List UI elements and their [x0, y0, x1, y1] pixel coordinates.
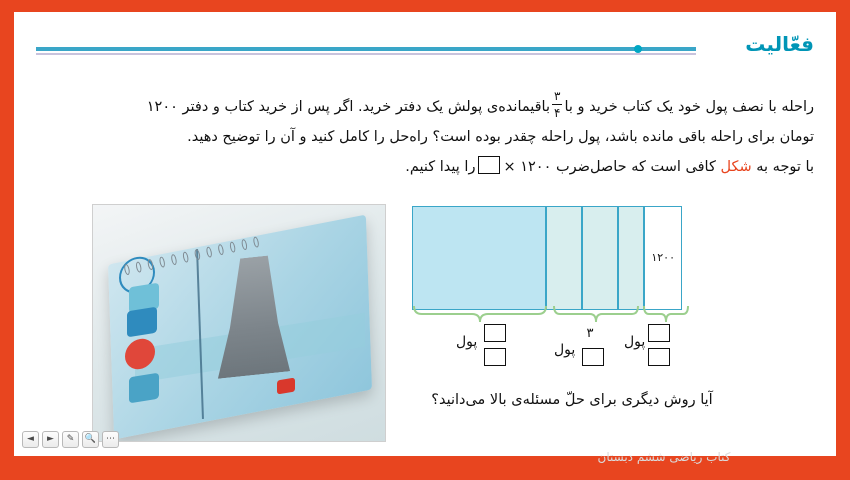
- header-rule-secondary: [36, 53, 696, 55]
- prose-line-1: [54, 90, 814, 122]
- player-toolbar[interactable]: [22, 430, 119, 448]
- bar-segment-quarter-2: [582, 206, 618, 310]
- follow-up-question: آیا روش دیگری برای حلّ مسئله‌ی بالا می‌دانید؟: [431, 392, 713, 408]
- brace-middle: [554, 306, 638, 322]
- prose-line-3a: با توجه به: [756, 159, 814, 175]
- remainder-value-label: ۱۲۰۰: [651, 251, 675, 264]
- answer-box-left-top[interactable]: [484, 324, 506, 342]
- previous-button[interactable]: ◄: [22, 431, 39, 448]
- label-money-right: پول: [624, 334, 646, 350]
- bar-segment-quarter-1: [546, 206, 582, 310]
- prose-line-1b: باقیمانده‌ی پولش یک دفتر خرید. اگر پس از خرید کتاب و دفتر ۱۲۰۰: [146, 99, 551, 115]
- prose-line-3c: را پیدا کنیم.: [405, 159, 476, 175]
- slide-sheet: [14, 12, 836, 464]
- section-header: [36, 34, 814, 62]
- header-rule: [36, 47, 696, 51]
- faint-footer-text: کتاب ریاضی ششم دبستان: [597, 450, 731, 464]
- bar-segment-remainder: [644, 206, 682, 310]
- header-dot-icon: [634, 45, 642, 53]
- label-money-middle: پول: [554, 342, 576, 358]
- fraction-middle-numerator: ۳: [586, 326, 594, 341]
- brace-right: [644, 306, 688, 322]
- answer-box-middle[interactable]: [582, 348, 604, 366]
- prose-line-2: تومان برای راحله باقی مانده باشد، پول راحله چقدر بوده است؟ راه‌حل را کامل کنید و آن را توضیح دهید.: [187, 129, 814, 145]
- fraction-three-fourths: [552, 90, 562, 119]
- fraction-bar: [552, 104, 562, 105]
- answer-box-inline[interactable]: [478, 156, 500, 174]
- label-money-left: پول: [456, 334, 478, 350]
- answer-box-right-bottom[interactable]: [648, 348, 670, 366]
- bar-segment-quarter-3: [618, 206, 644, 310]
- more-button[interactable]: ⋯: [102, 431, 119, 448]
- bar-segment-half: [412, 206, 546, 310]
- red-sticker-icon: [277, 378, 295, 395]
- play-button[interactable]: ►: [42, 431, 59, 448]
- answer-box-right-top[interactable]: [648, 324, 670, 342]
- thumbnail-2: [127, 307, 157, 338]
- pen-button[interactable]: ✎: [62, 431, 79, 448]
- thumbnail-4: [129, 373, 159, 404]
- fraction-denominator: ۴: [554, 106, 561, 120]
- notebook-photo: [92, 204, 386, 442]
- prose-line-3b: کافی است که حاصل‌ضرب ۱۲۰۰ ×: [503, 159, 716, 175]
- answer-box-left-bottom[interactable]: [484, 348, 506, 366]
- brace-group: [406, 304, 692, 326]
- zoom-button[interactable]: 🔍: [82, 431, 99, 448]
- fraction-numerator: ۳: [554, 89, 561, 103]
- bar-model-diagram: [412, 206, 682, 310]
- activity-prose: [54, 90, 814, 182]
- prose-line-1a: راحله با نصف پول خود یک کتاب خرید و با: [564, 99, 814, 115]
- prose-highlight-shape: شکل: [720, 159, 752, 175]
- page-title: فعّالیت: [745, 32, 814, 56]
- prose-line-3: [54, 152, 814, 182]
- brace-left: [414, 306, 546, 322]
